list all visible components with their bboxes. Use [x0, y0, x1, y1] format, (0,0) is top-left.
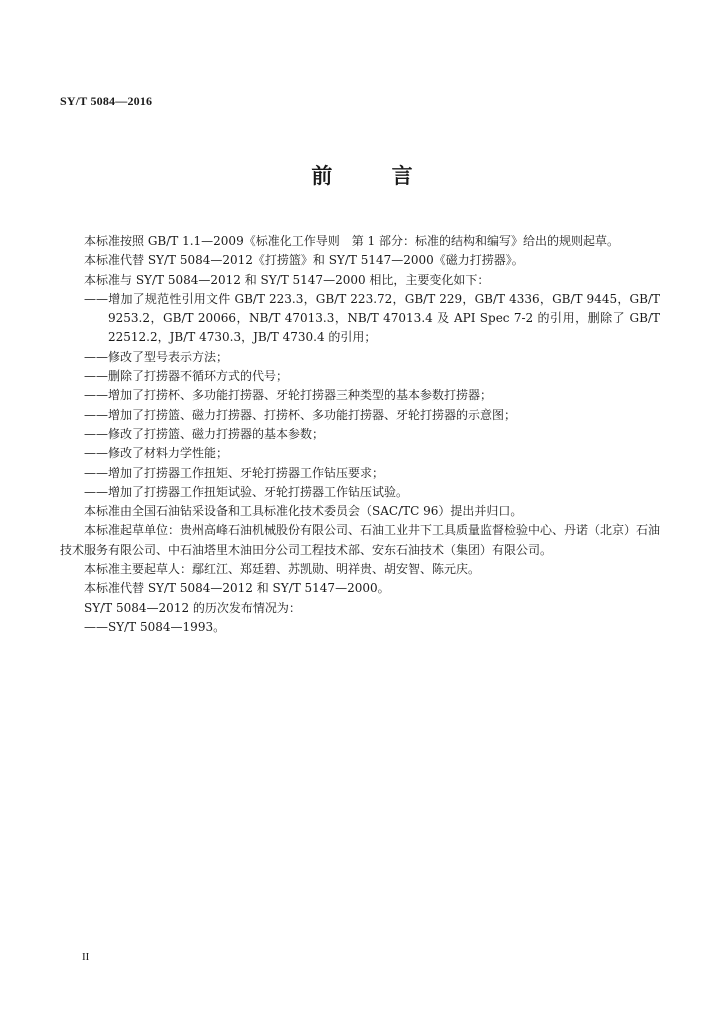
drafters-paragraph: 本标准主要起草人：鄢红江、郑廷碧、苏凯勋、明祥贵、胡安智、陈元庆。 [84, 562, 481, 577]
dash-marker: —— [84, 465, 108, 480]
dash-marker: —— [84, 291, 108, 306]
page-title: 前 言 [311, 164, 439, 188]
dash-marker: —— [84, 388, 108, 403]
foreword-body [60, 232, 660, 637]
change-item: ——修改了打捞篮、磁力打捞器的基本参数； [60, 425, 660, 444]
dash-marker: —— [84, 349, 108, 364]
change-item: ——增加了打捞篮、磁力打捞器、打捞杯、多功能打捞器、牙轮打捞器的示意图； [60, 406, 660, 425]
drafting-units-paragraph: 本标准起草单位：贵州高峰石油机械股份有限公司、石油工业井下工具质量监督检验中心、丹诺（北京）石油技术服务有限公司、中石油塔里木油田分公司工程技术部、安东石油技术（集团）有限公司。 [60, 523, 661, 557]
change-item: ——增加了打捞器工作扭矩、牙轮打捞器工作钻压要求； [60, 464, 660, 483]
history-list [60, 618, 660, 637]
dash-marker: —— [84, 446, 108, 461]
dash-marker: —— [84, 369, 108, 384]
dash-marker: —— [84, 484, 108, 499]
dash-marker: —— [84, 619, 108, 634]
committee-paragraph: 本标准由全国石油钻采设备和工具标准化技术委员会（SAC/TC 96）提出并归口。 [84, 504, 523, 519]
dash-marker: —— [84, 407, 108, 422]
replaces-again-paragraph: 本标准代替 SY/T 5084—2012 和 SY/T 5147—2000。 [84, 581, 390, 596]
change-item: ——修改了型号表示方法； [60, 348, 660, 367]
replaces-paragraph: 本标准代替 SY/T 5084—2012《打捞篮》和 SY/T 5147—2000《磁力打捞器》。 [84, 253, 524, 268]
standard-code-header: SY/T 5084—2016 [60, 94, 153, 108]
change-item: ——增加了打捞器工作扭矩试验、牙轮打捞器工作钻压试验。 [60, 483, 660, 502]
changes-intro-paragraph: 本标准与 SY/T 5084—2012 和 SY/T 5147—2000 相比，主要变化如下： [84, 272, 490, 287]
drafting-rule-paragraph: 本标准按照 GB/T 1.1—2009《标准化工作导则 第 1 部分：标准的结构和编写》给出的规则起草。 [84, 234, 619, 248]
change-item: ——删除了打捞器不循环方式的代号； [60, 367, 660, 386]
changes-list [60, 290, 660, 502]
history-item: ——SY/T 5084—1993。 [60, 618, 660, 637]
dash-marker: —— [84, 426, 108, 441]
change-item: ——增加了打捞杯、多功能打捞器、牙轮打捞器三种类型的基本参数打捞器； [60, 386, 660, 405]
change-item: ——增加了规范性引用文件 GB/T 223.3，GB/T 223.72，GB/T 229，GB/T 4336，GB/T 9445，GB/T 9253.2，GB/T 20066，NB/T 47013.3，NB/T 47013.4 及 API Spec 7-2 的引用，删除了 GB/T 22512.2，JB/T 4730.3，JB/T 4730.4 的引用； [84, 291, 660, 345]
page-number: II [82, 951, 90, 963]
history-intro-paragraph: SY/T 5084—2012 的历次发布情况为： [84, 600, 301, 615]
change-item: ——修改了材料力学性能； [60, 444, 660, 463]
